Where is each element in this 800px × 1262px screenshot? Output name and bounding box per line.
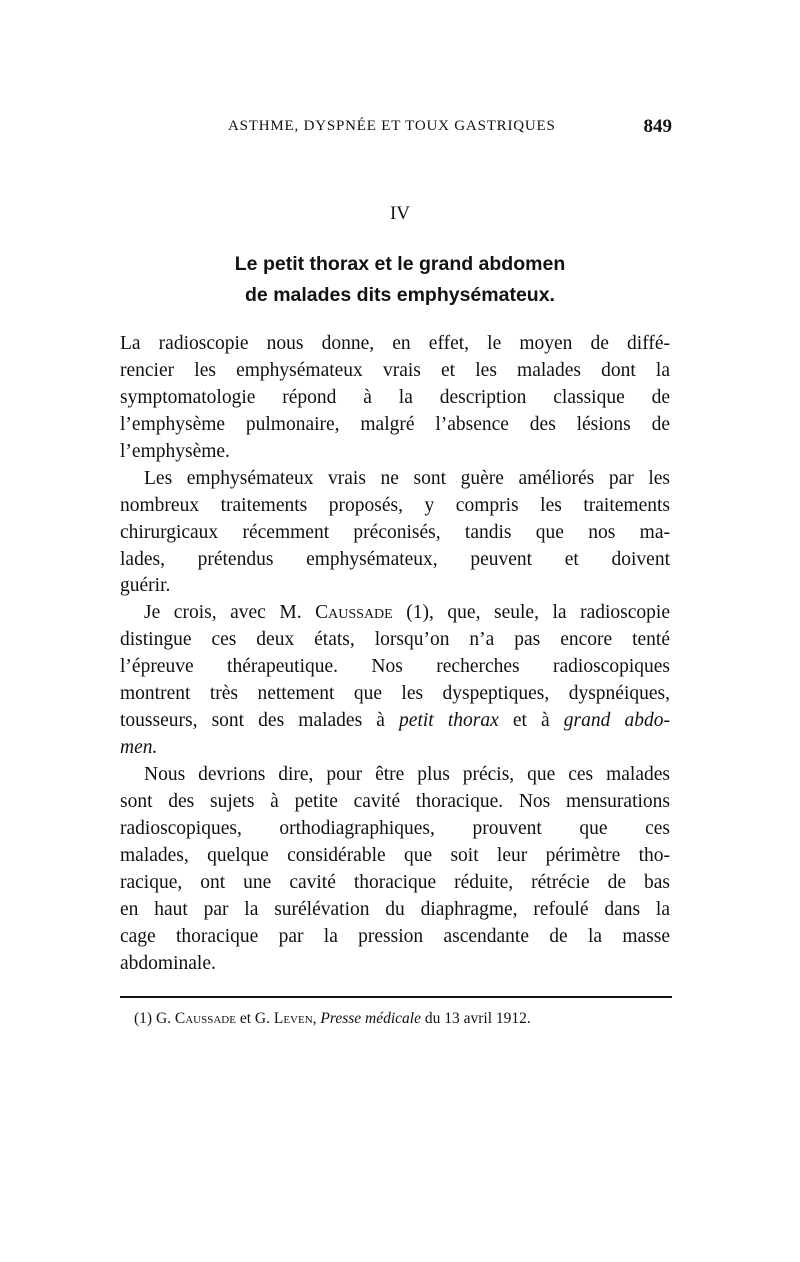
body-line: l’emphysème pulmonaire, malgré l’absence des lésions de [120,413,670,435]
body-line: montrent très nettement que les dyspeptiques, dyspnéiques, [120,683,670,705]
body-line: La radioscopie nous donne, en effet, le moyen de diffé- [120,333,670,354]
body-line [120,735,670,762]
footnote-marker: (1) [134,1010,153,1027]
section-title-line-1: Le petit thorax et le grand abdomen [234,253,566,275]
body-line: Nous devrions dire, pour être plus précis, que ces malades [144,764,670,785]
italic-term: grand abdo- [563,710,670,732]
text-segment: Je crois, avec M. [144,602,302,624]
footnote-author: G. Leven, [254,1010,317,1027]
body-line: nombreux traitements proposés, y compris les traitements [120,494,670,516]
page-number: 849 [643,116,672,137]
footnote [134,1010,531,1028]
body-line: radioscopiques, orthodiagraphiques, prouvent que ces [120,817,670,839]
text-segment: (1), que, seule, la radioscopie [406,602,670,624]
italic-term: men. [120,737,158,759]
body-line: guérir. [120,575,171,597]
body-line: en haut par la surélévation du diaphragme, refoulé dans la [120,898,670,920]
body-text [120,331,670,978]
body-line: distingue ces deux états, lorsqu’on n’a pas encore tenté [120,629,670,651]
body-line [120,708,670,735]
text-segment: et à [512,710,550,732]
section-number: IV [389,203,411,224]
body-line [120,600,670,627]
footnote-author: G. Caussade [155,1010,236,1027]
body-line: racique, ont une cavité thoracique réduite, rétrécie de bas [120,871,670,893]
running-title: ASTHME, DYSPNÉE ET TOUX GASTRIQUES [228,118,556,134]
footnote-conjunction: et [239,1010,252,1027]
body-line: cage thoracique par la pression ascendante de la masse [120,925,670,947]
text-segment: tousseurs, sont des malades à [120,710,385,732]
body-line: rencier les emphysémateux vrais et les malades dont la [120,359,670,381]
footnote-journal: Presse médicale [320,1010,421,1027]
footnote-date: du 13 avril 1912. [424,1010,531,1027]
running-head [120,116,672,140]
body-line: lades, prétendus emphysémateux, peuvent et doivent [120,548,670,570]
body-line: chirurgicaux récemment préconisés, tandis que nos ma- [120,521,670,543]
body-line: l’épreuve thérapeutique. Nos recherches radioscopiques [120,656,670,678]
body-line: symptomatologie répond à la description classique de [120,386,670,408]
body-line: malades, quelque considérable que soit leur périmètre tho- [120,844,670,866]
body-line: abdominale. [120,952,216,974]
footnote-rule [120,996,672,998]
body-line: l’emphysème. [120,440,230,462]
body-line: Les emphysémateux vrais ne sont guère améliorés par les [144,467,670,489]
author-name: Caussade [315,602,393,624]
section-title-line-2: de malades dits emphysémateux. [245,284,555,306]
italic-term: petit thorax [399,710,499,732]
body-line: sont des sujets à petite cavité thoracique. Nos mensurations [120,790,670,812]
